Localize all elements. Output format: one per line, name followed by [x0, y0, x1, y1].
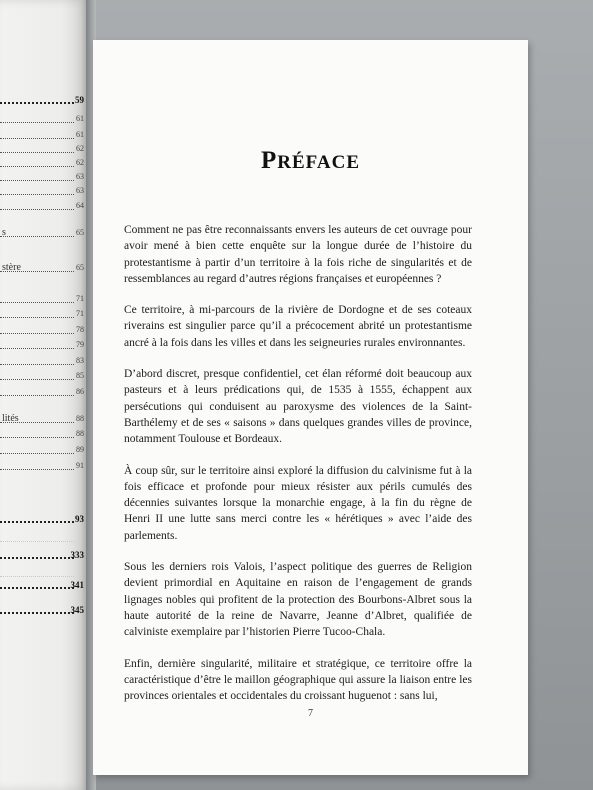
toc-row — [0, 578, 84, 592]
toc-row — [0, 603, 84, 617]
toc-leader-dots — [0, 395, 74, 396]
toc-row — [0, 531, 84, 545]
toc-page-number: 333 — [70, 550, 84, 560]
toc-leader-dots — [0, 194, 74, 195]
toc-entry-label: lités — [2, 413, 19, 424]
toc-row — [0, 170, 84, 184]
toc-page-number: 59 — [75, 95, 84, 105]
toc-leader-dots — [0, 122, 74, 123]
toc-leader-dots — [0, 612, 74, 614]
toc-page-number: 78 — [76, 325, 84, 334]
toc-page-number: 93 — [75, 514, 84, 524]
toc-leader-dots — [0, 557, 74, 559]
toc-row — [0, 112, 84, 126]
toc-page-number: 71 — [76, 309, 84, 318]
toc-page-number: 61 — [76, 114, 84, 123]
toc-leader-dots — [0, 138, 74, 139]
toc-row — [0, 427, 84, 441]
page-number: 7 — [308, 708, 313, 719]
toc-row — [0, 307, 84, 321]
toc-page-number: 71 — [76, 294, 84, 303]
toc-row — [0, 369, 84, 383]
toc-leader-dots — [0, 166, 74, 167]
toc-page-number: 89 — [76, 445, 84, 454]
toc-page-number: 91 — [76, 461, 84, 470]
toc-row — [0, 459, 84, 473]
toc-row — [0, 128, 84, 142]
toc-leader-dots — [0, 453, 74, 454]
toc-page-number: 63 — [76, 172, 84, 181]
toc-leader-dots — [0, 587, 74, 589]
paragraph-5: Sous les derniers rois Valois, l’aspect politique des guerres de Religion devient primordial en Aquitaine en raison de l’engagement de grands lignages nobles qui profitent de la protection des Bourbons-Albret sous la haute autorité de la reine de Navarre, Jeanne d’Albret, qualifiée de calviniste exemplaire par l’historien Pierre Tucoo-Chala. — [124, 561, 472, 639]
toc-page-number: 65 — [76, 228, 84, 237]
toc-row — [0, 156, 84, 170]
toc-leader-dots — [0, 364, 74, 365]
toc-row — [0, 261, 84, 275]
toc-row — [0, 385, 84, 399]
toc-leader-dots — [0, 180, 74, 181]
paragraph-4: À coup sûr, sur le territoire ainsi exploré la diffusion du calvinisme fut à la fois efficace et profonde pour mieux résister aux périls cumulés des décennies suivantes lorsque la monarchie engage, à la fin du règne de Henri II une lutte sans merci contre les « hérétiques » avec l’aide des parlements. — [124, 464, 472, 542]
paragraph-3: D’abord discret, presque confidentiel, cet élan réformé doit beaucoup aux pasteurs et à leurs prédications qui, de 1535 à 1555, échappent aux persécutions qui conduisent au paroxysme des violences de la Saint-Barthélemy et de ses « saisons » dans quelques grandes villes de province, notamment Toulouse et Bordeaux. — [124, 368, 472, 446]
toc-row — [0, 226, 84, 240]
toc-page-number: 88 — [76, 414, 84, 423]
paragraph-6: Enfin, dernière singularité, militaire et stratégique, ce territoire offre la caractéristique d’être le maillon géographique qui assure la liaison entre les provinces orientales et occidentales du croissant huguenot : sans lui, — [124, 657, 472, 703]
toc-page-number: 62 — [76, 158, 84, 167]
toc-leader-dots — [0, 333, 74, 334]
preface-body — [124, 222, 472, 719]
toc-leader-dots — [0, 469, 74, 470]
toc-leader-dots — [0, 576, 74, 577]
toc-page-number: 62 — [76, 144, 84, 153]
toc-row — [0, 184, 84, 198]
toc-page-number: 341 — [70, 580, 84, 590]
toc-page-number: 63 — [76, 186, 84, 195]
toc-page-number: 345 — [70, 605, 84, 615]
paragraph-2: Ce territoire, à mi-parcours de la rivière de Dordogne et de ses coteaux riverains est singulier parce qu’il a précocement abrité un protestantisme ancré à la fois dans les villes et dans les seigneuries rurales environnantes. — [124, 304, 472, 349]
toc-leader-dots — [0, 152, 74, 153]
toc-leader-dots — [0, 521, 74, 523]
toc-page-number: 79 — [76, 340, 84, 349]
toc-leader-dots — [0, 102, 74, 104]
toc-row — [0, 323, 84, 337]
paragraph-1: Comment ne pas être reconnaissants envers les auteurs de cet ouvrage pour avoir mené à bien cette enquête sur la longue durée de l’histoire du protestantisme à partir d’un territoire à la fois riche de singularités et de ressemblances au regard d’autres régions françaises et européennes ? — [124, 224, 472, 285]
toc-page-number: 83 — [76, 356, 84, 365]
toc-row — [0, 93, 84, 107]
toc-page-number: 64 — [76, 201, 84, 210]
toc-row — [0, 338, 84, 352]
toc-leader-dots — [0, 302, 74, 303]
toc-leader-dots — [0, 317, 74, 318]
left-page — [0, 0, 88, 790]
toc-entry-label: stère — [2, 262, 21, 273]
toc-entry-label: s — [2, 227, 6, 238]
toc-row — [0, 443, 84, 457]
toc-page-number: 65 — [76, 263, 84, 272]
toc-leader-dots — [0, 209, 74, 210]
toc-row — [0, 199, 84, 213]
toc-leader-dots — [0, 236, 74, 237]
toc-page-number: 61 — [76, 130, 84, 139]
page-title: PRÉFACE — [260, 147, 361, 174]
toc-page-number: 86 — [76, 387, 84, 396]
toc-leader-dots — [0, 379, 74, 380]
toc-row — [0, 548, 84, 562]
toc-row — [0, 354, 84, 368]
toc-row — [0, 412, 84, 426]
toc-page-number: 88 — [76, 429, 84, 438]
toc-page-number: 85 — [76, 371, 84, 380]
toc-leader-dots — [0, 437, 74, 438]
toc-leader-dots — [0, 541, 74, 542]
toc-row — [0, 512, 84, 526]
toc-row — [0, 142, 84, 156]
toc-row — [0, 292, 84, 306]
toc-leader-dots — [0, 348, 74, 349]
